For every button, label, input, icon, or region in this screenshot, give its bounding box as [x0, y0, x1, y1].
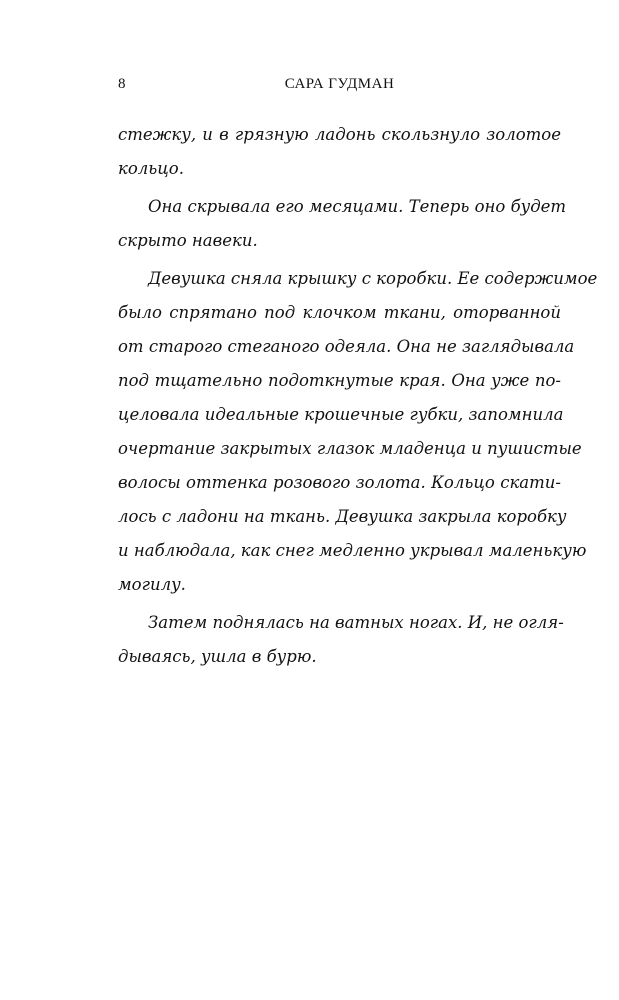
text-line: стежку, и в грязную ладонь скользнуло золотое — [118, 125, 561, 144]
running-head — [118, 76, 561, 96]
paragraph — [118, 262, 598, 602]
text-line: и наблюдала, как снег медленно укрывал маленькую — [118, 541, 587, 560]
text-line: Затем поднялась на ватных ногах. И, не огля- — [148, 613, 564, 632]
text-line: от старого стеганого одеяла. Она не заглядывала — [118, 337, 575, 356]
text-line: было спрятано под клочком ткани, оторванной — [118, 303, 561, 322]
text-line: дываясь, ушла в бурю. — [118, 647, 317, 666]
text-line: очертание закрытых глазок младенца и пушистые — [118, 439, 582, 458]
text-line: лось с ладони на ткань. Девушка закрыла коробку — [118, 507, 567, 526]
paragraph-continuation — [118, 118, 561, 186]
text-line: Девушка сняла крышку с коробки. Ее содержимое — [148, 269, 598, 288]
page-number: 8 — [118, 76, 126, 92]
text-line: волосы оттенка розового золота. Кольцо скати- — [118, 473, 561, 492]
text-line: целовала идеальные крошечные губки, запомнила — [118, 405, 564, 424]
text-line: кольцо. — [118, 159, 184, 178]
text-line: скрыто навеки. — [118, 231, 258, 250]
text-line: Она скрывала его месяцами. Теперь оно будет — [148, 197, 567, 216]
text-line: под тщательно подоткнутые края. Она уже по- — [118, 371, 561, 390]
body-text — [118, 118, 598, 674]
paragraph — [118, 606, 564, 674]
paragraph — [118, 190, 567, 258]
book-title: САРА ГУДМАН — [284, 76, 395, 92]
text-line: могилу. — [118, 575, 186, 594]
